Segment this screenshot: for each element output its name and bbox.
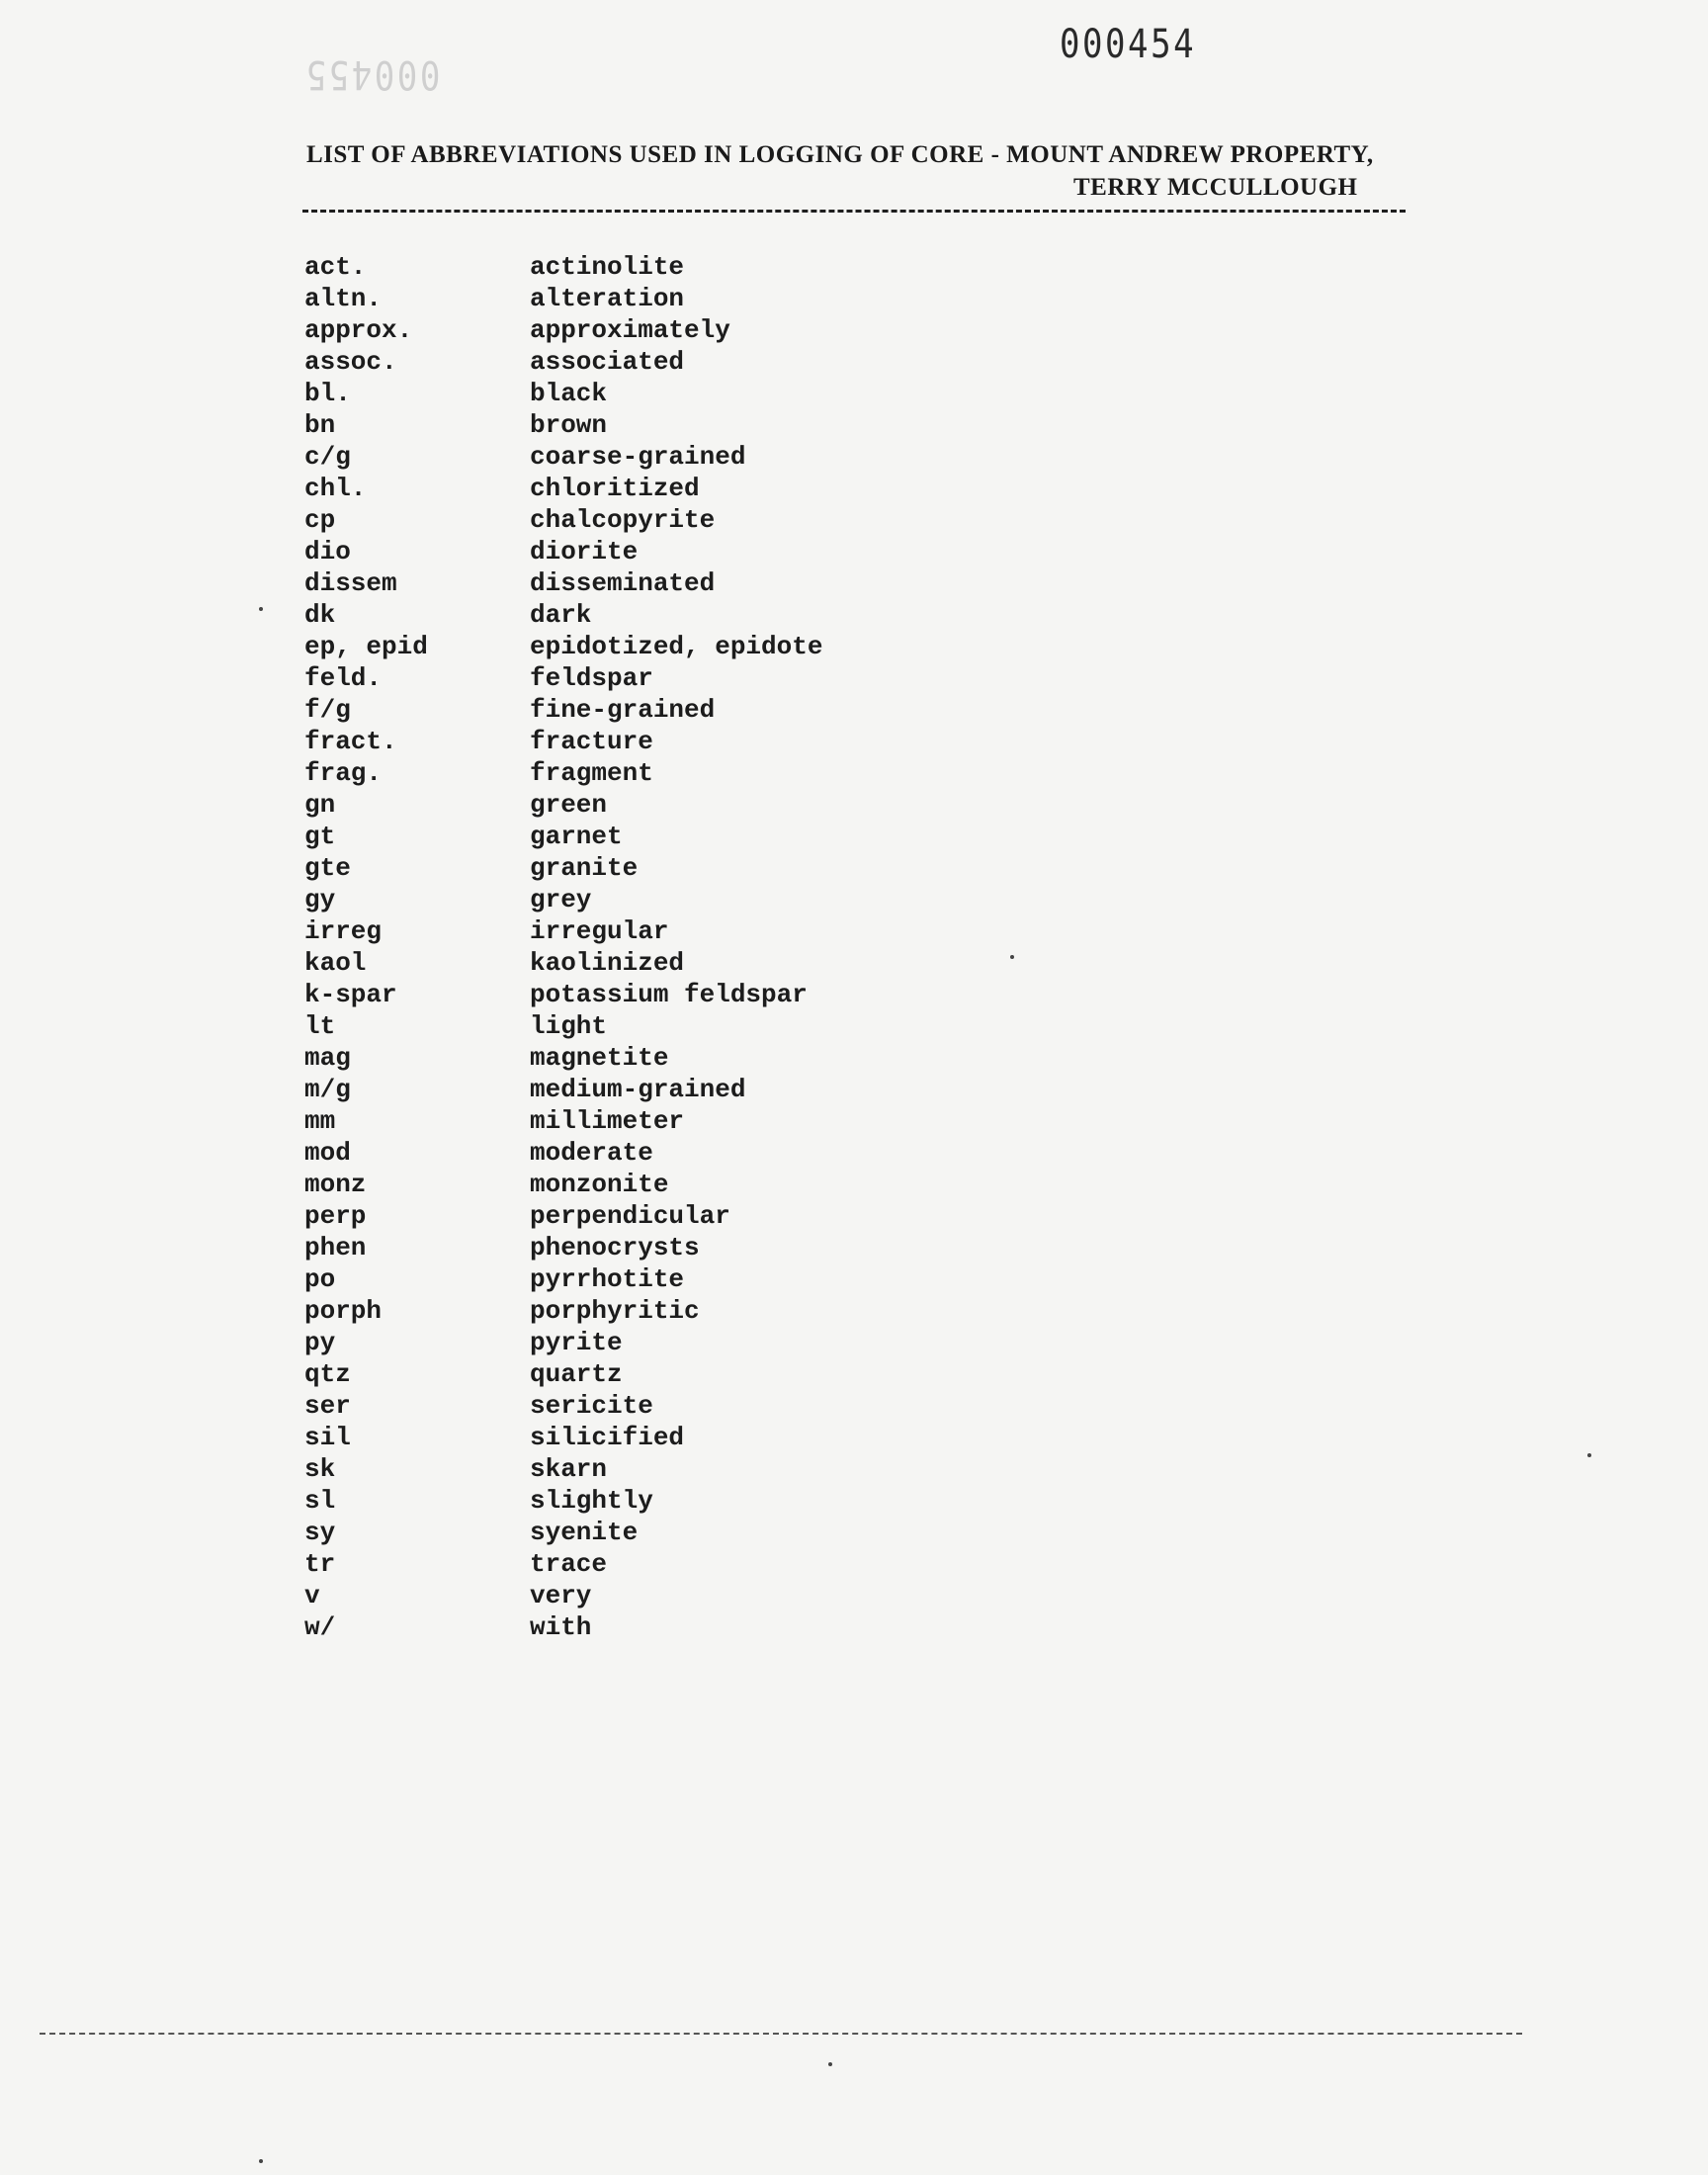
- abbreviation-row: [304, 504, 822, 536]
- abbreviation-row: [304, 346, 822, 378]
- abbreviation: porph: [304, 1296, 383, 1326]
- abbreviation: sl: [304, 1486, 336, 1516]
- abbreviation: bn: [304, 410, 336, 440]
- abbreviation: gte: [304, 853, 351, 883]
- abbreviation-row: [304, 1042, 822, 1074]
- abbreviation: dio: [304, 537, 351, 566]
- heading-line-2: TERRY MCCULLOUGH: [1073, 174, 1358, 201]
- abbreviation: perp: [304, 1201, 367, 1231]
- abbreviation-meaning: magnetite: [530, 1043, 669, 1073]
- abbreviation-meaning: garnet: [530, 822, 623, 851]
- abbreviation-meaning: phenocrysts: [530, 1233, 700, 1262]
- abbreviation-row: [304, 915, 822, 947]
- abbreviation-row: [304, 1453, 822, 1485]
- abbreviation-meaning: feldspar: [530, 663, 653, 693]
- abbreviation-meaning: millimeter: [530, 1106, 685, 1136]
- abbreviation: dk: [304, 600, 336, 630]
- abbreviation: sk: [304, 1454, 336, 1484]
- abbreviation-meaning: fine-grained: [530, 695, 716, 725]
- abbreviation: py: [304, 1328, 336, 1357]
- abbreviation-meaning: approximately: [530, 315, 730, 345]
- abbreviation-meaning: diorite: [530, 537, 639, 566]
- abbreviation-meaning: green: [530, 790, 608, 820]
- abbreviation: w/: [304, 1612, 336, 1642]
- abbreviation-meaning: fragment: [530, 758, 653, 788]
- abbreviation: v: [304, 1581, 320, 1610]
- abbreviation-meaning: alteration: [530, 284, 685, 313]
- abbreviation-meaning: monzonite: [530, 1170, 669, 1199]
- abbreviation-meaning: coarse-grained: [530, 442, 746, 472]
- abbreviation-row: [304, 1010, 822, 1042]
- abbreviation: mm: [304, 1106, 336, 1136]
- abbreviation-row: [304, 1327, 822, 1358]
- abbreviation: approx.: [304, 315, 413, 345]
- document-heading: [306, 138, 1374, 204]
- abbreviation-row: [304, 536, 822, 567]
- abbreviation-meaning: porphyritic: [530, 1296, 700, 1326]
- abbreviation-meaning: light: [530, 1011, 608, 1041]
- abbreviation: gn: [304, 790, 336, 820]
- abbreviation-meaning: potassium feldspar: [530, 980, 808, 1009]
- abbreviation-row: [304, 662, 822, 694]
- abbreviation-row: [304, 631, 822, 662]
- abbreviation-row: [304, 314, 822, 346]
- abbreviation-row: [304, 1137, 822, 1169]
- abbreviation-row: [304, 1358, 822, 1390]
- abbreviation-meaning: granite: [530, 853, 639, 883]
- abbreviation-row: [304, 599, 822, 631]
- abbreviation-row: [304, 979, 822, 1010]
- abbreviation-meaning: syenite: [530, 1518, 639, 1547]
- abbreviation-meaning: kaolinized: [530, 948, 685, 978]
- abbreviation: tr: [304, 1549, 336, 1579]
- abbreviation: mod: [304, 1138, 351, 1168]
- abbreviation: qtz: [304, 1359, 351, 1389]
- heading-line-1: LIST OF ABBREVIATIONS USED IN LOGGING OF CORE - MOUNT ANDREW PROPERTY,: [306, 141, 1374, 168]
- abbreviation-row: [304, 726, 822, 757]
- abbreviation: frag.: [304, 758, 383, 788]
- abbreviation-meaning: slightly: [530, 1486, 653, 1516]
- abbreviation-row: [304, 884, 822, 915]
- abbreviation: gy: [304, 885, 336, 914]
- abbreviation: m/g: [304, 1075, 351, 1104]
- scan-speck: [1010, 955, 1014, 959]
- abbreviation-meaning: associated: [530, 347, 685, 377]
- abbreviation-meaning: chloritized: [530, 474, 700, 503]
- scan-speck: [828, 2062, 832, 2066]
- abbreviation-row: [304, 694, 822, 726]
- abbreviation-meaning: with: [530, 1612, 592, 1642]
- abbreviation-meaning: disseminated: [530, 568, 716, 598]
- abbreviation: gt: [304, 822, 336, 851]
- abbreviation-row: [304, 1232, 822, 1263]
- abbreviation-list: [304, 251, 822, 1643]
- abbreviation-meaning: irregular: [530, 916, 669, 946]
- abbreviation-meaning: actinolite: [530, 252, 685, 282]
- abbreviation: ser: [304, 1391, 351, 1421]
- abbreviation-row: [304, 821, 822, 852]
- abbreviation: monz: [304, 1170, 367, 1199]
- bleed-through-stamp: 000455: [303, 51, 441, 97]
- abbreviation-meaning: silicified: [530, 1423, 685, 1452]
- abbreviation: ep, epid: [304, 632, 428, 661]
- abbreviation-row: [304, 1611, 822, 1643]
- abbreviation-row: [304, 1074, 822, 1105]
- abbreviation-meaning: fracture: [530, 727, 653, 756]
- abbreviation-meaning: brown: [530, 410, 608, 440]
- abbreviation: assoc.: [304, 347, 397, 377]
- scan-speck: [1587, 1453, 1591, 1457]
- abbreviation: kaol: [304, 948, 367, 978]
- abbreviation: dissem: [304, 568, 397, 598]
- abbreviation-meaning: pyrite: [530, 1328, 623, 1357]
- abbreviation-meaning: dark: [530, 600, 592, 630]
- abbreviation-row: [304, 757, 822, 789]
- scan-speck: [259, 2159, 263, 2163]
- abbreviation-row: [304, 852, 822, 884]
- abbreviation-row: [304, 1200, 822, 1232]
- abbreviation-row: [304, 473, 822, 504]
- abbreviation-meaning: black: [530, 379, 608, 408]
- abbreviation-meaning: medium-grained: [530, 1075, 746, 1104]
- abbreviation-meaning: moderate: [530, 1138, 653, 1168]
- bottom-divider: [40, 2033, 1522, 2035]
- abbreviation: f/g: [304, 695, 351, 725]
- abbreviation-row: [304, 1295, 822, 1327]
- abbreviation-row: [304, 1422, 822, 1453]
- abbreviation-row: [304, 1263, 822, 1295]
- abbreviation-meaning: trace: [530, 1549, 608, 1579]
- abbreviation-meaning: grey: [530, 885, 592, 914]
- abbreviation-meaning: quartz: [530, 1359, 623, 1389]
- page-number-stamp: 000454: [1060, 22, 1197, 67]
- abbreviation-meaning: chalcopyrite: [530, 505, 716, 535]
- abbreviation: chl.: [304, 474, 367, 503]
- abbreviation: sy: [304, 1518, 336, 1547]
- abbreviation: feld.: [304, 663, 383, 693]
- abbreviation-row: [304, 1485, 822, 1517]
- abbreviation-row: [304, 378, 822, 409]
- abbreviation: po: [304, 1264, 336, 1294]
- abbreviation: bl.: [304, 379, 351, 408]
- abbreviation-row: [304, 1390, 822, 1422]
- abbreviation-row: [304, 283, 822, 314]
- abbreviation-row: [304, 789, 822, 821]
- abbreviation: irreg: [304, 916, 383, 946]
- abbreviation: cp: [304, 505, 336, 535]
- abbreviation-row: [304, 251, 822, 283]
- abbreviation: phen: [304, 1233, 367, 1262]
- abbreviation-row: [304, 1580, 822, 1611]
- abbreviation: fract.: [304, 727, 397, 756]
- abbreviation: altn.: [304, 284, 383, 313]
- abbreviation: lt: [304, 1011, 336, 1041]
- abbreviation: k-spar: [304, 980, 397, 1009]
- abbreviation-meaning: sericite: [530, 1391, 653, 1421]
- abbreviation-meaning: very: [530, 1581, 592, 1610]
- abbreviation-row: [304, 409, 822, 441]
- abbreviation: act.: [304, 252, 367, 282]
- abbreviation-row: [304, 441, 822, 473]
- abbreviation-meaning: skarn: [530, 1454, 608, 1484]
- abbreviation-row: [304, 1517, 822, 1548]
- abbreviation-meaning: pyrrhotite: [530, 1264, 685, 1294]
- abbreviation-row: [304, 947, 822, 979]
- abbreviation: mag: [304, 1043, 351, 1073]
- abbreviation-row: [304, 1105, 822, 1137]
- heading-divider: [302, 210, 1406, 213]
- abbreviation: c/g: [304, 442, 351, 472]
- abbreviation-meaning: epidotized, epidote: [530, 632, 823, 661]
- abbreviation-row: [304, 567, 822, 599]
- abbreviation-row: [304, 1548, 822, 1580]
- scan-speck: [259, 607, 263, 611]
- abbreviation-row: [304, 1169, 822, 1200]
- abbreviation-meaning: perpendicular: [530, 1201, 730, 1231]
- abbreviation: sil: [304, 1423, 351, 1452]
